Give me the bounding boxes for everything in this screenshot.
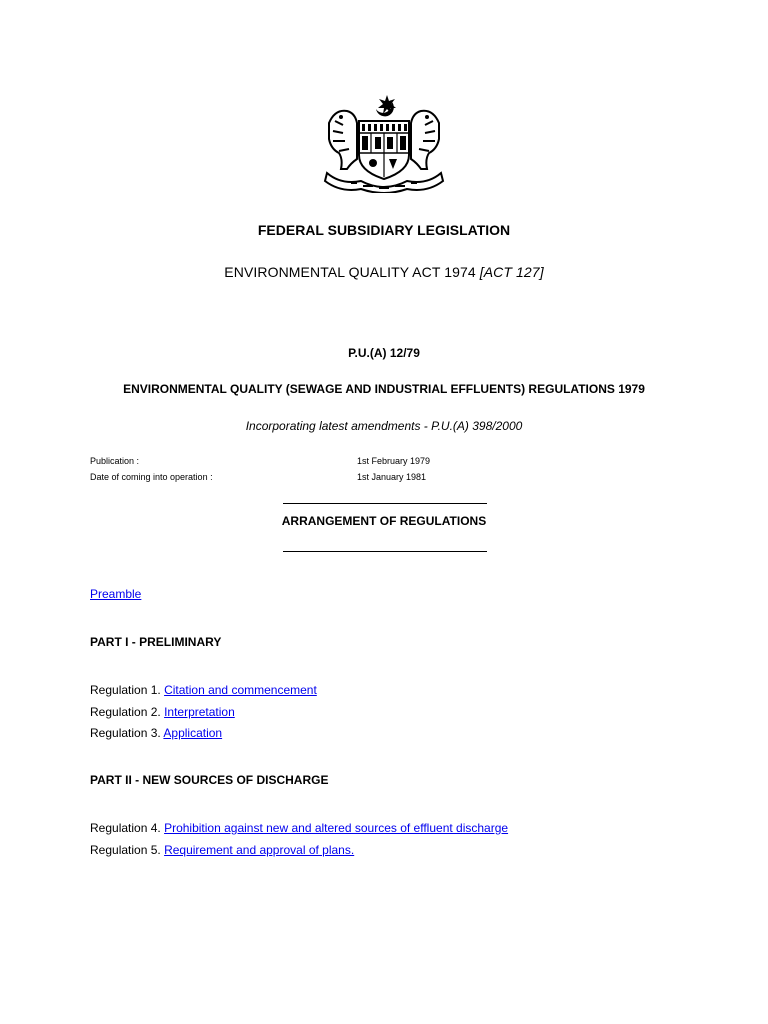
regulations-title: ENVIRONMENTAL QUALITY (SEWAGE AND INDUSTRIAL EFFLUENTS) REGULATIONS 1979 (123, 382, 645, 396)
act-reference: [ACT 127] (479, 264, 544, 280)
operation-date-label: Date of coming into operation : (90, 472, 213, 482)
regulation-number: Regulation 3. (90, 726, 161, 740)
regulation-number: Regulation 2. (90, 705, 161, 719)
divider-bottom (283, 551, 487, 552)
toc-item (90, 683, 317, 697)
act-title (0, 264, 768, 280)
coat-of-arms-icon (321, 93, 447, 193)
part-heading: PART I - PRELIMINARY (90, 635, 222, 649)
regulation-number: Regulation 5. (90, 843, 161, 857)
regulation-number: Regulation 4. (90, 821, 161, 835)
toc-item (90, 843, 354, 857)
preamble-link[interactable]: Preamble (90, 587, 142, 601)
regulation-link-interpretation[interactable]: Interpretation (164, 705, 235, 719)
regulation-link-plans[interactable]: Requirement and approval of plans. (164, 843, 355, 857)
divider-top (283, 503, 487, 504)
amendments-note: Incorporating latest amendments - P.U.(A) 398/2000 (245, 419, 523, 433)
toc-item (90, 726, 222, 740)
part-heading: PART II - NEW SOURCES OF DISCHARGE (90, 773, 329, 787)
arrangement-heading: ARRANGEMENT OF REGULATIONS (281, 514, 487, 528)
toc-preamble (90, 587, 141, 601)
act-name: ENVIRONMENTAL QUALITY ACT 1974 (224, 264, 476, 280)
toc-item (90, 821, 508, 835)
regulation-link-prohibition[interactable]: Prohibition against new and altered sources of effluent discharge (164, 821, 509, 835)
operation-date-value: 1st January 1981 (357, 472, 427, 482)
regulation-link-citation[interactable]: Citation and commencement (164, 683, 317, 697)
regulation-number: Regulation 1. (90, 683, 161, 697)
pu-number: P.U.(A) 12/79 (348, 346, 420, 360)
publication-value: 1st February 1979 (357, 456, 431, 466)
regulation-link-application[interactable]: Application (163, 726, 223, 740)
legislation-heading: FEDERAL SUBSIDIARY LEGISLATION (257, 222, 511, 238)
publication-label: Publication : (90, 456, 140, 466)
toc-item (90, 705, 235, 719)
